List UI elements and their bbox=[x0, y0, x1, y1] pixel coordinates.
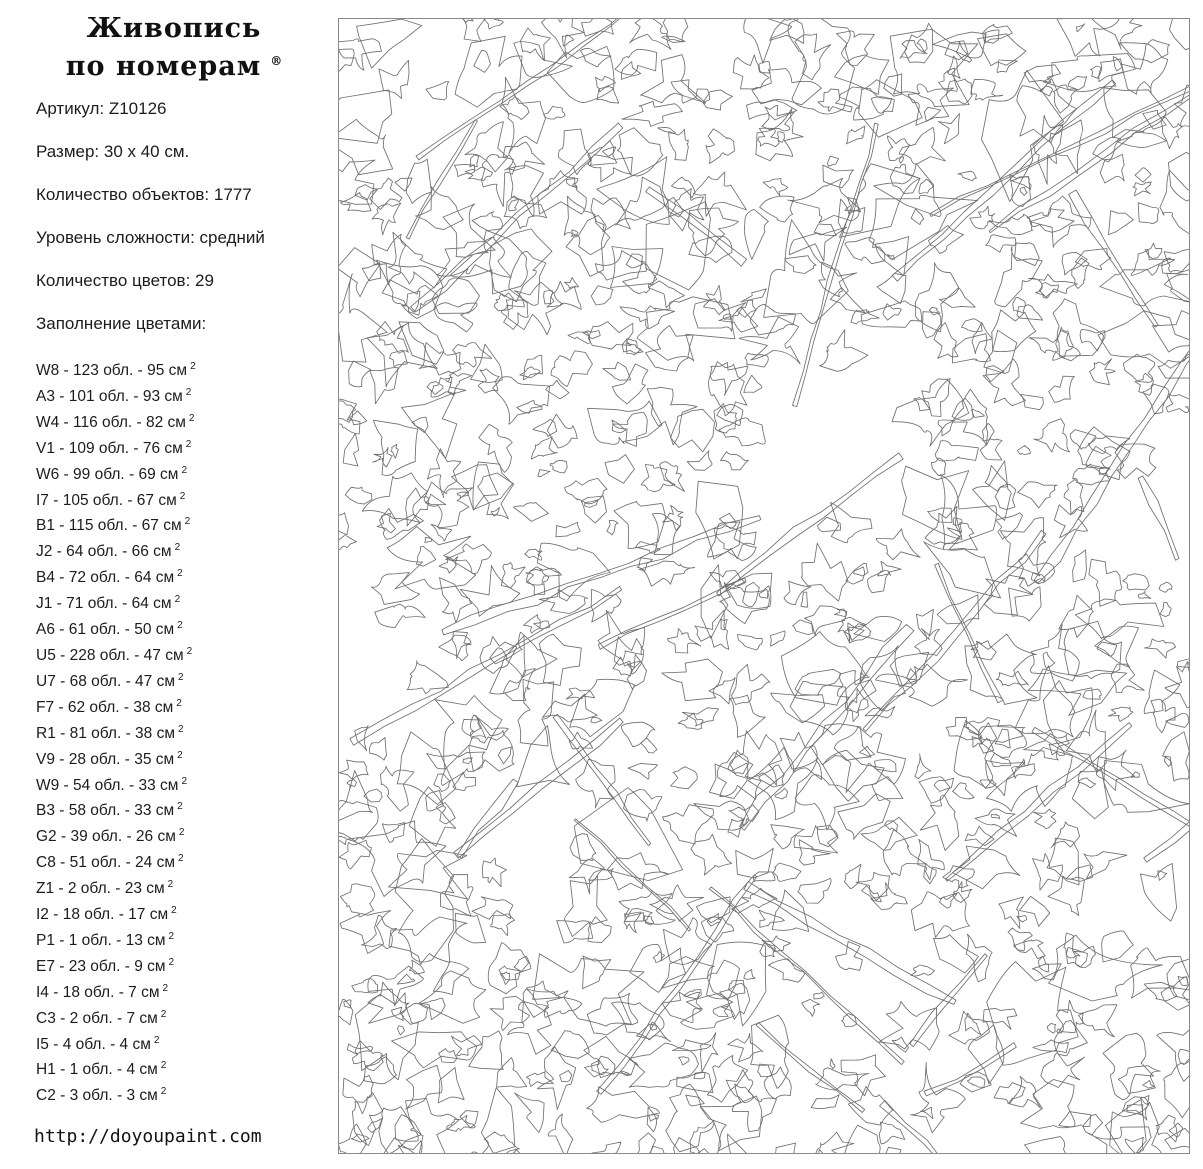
color-fill-item: P1 - 1 обл. - 13 см $^2$ bbox=[36, 930, 175, 949]
color-fill-item: C8 - 51 обл. - 24 см $^2$ bbox=[36, 853, 184, 872]
color-fill-item: J2 - 64 обл. - 66 см $^2$ bbox=[36, 542, 181, 561]
superscript-2: 2 bbox=[178, 671, 184, 683]
color-fill-item: H1 - 1 обл. - 4 см $^2$ bbox=[36, 1060, 167, 1079]
superscript-2: 2 bbox=[160, 1008, 167, 1020]
superscript-2: 2 bbox=[188, 412, 195, 424]
color-fill-item: C2 - 3 обл. - 3 см $^2$ bbox=[36, 1086, 167, 1105]
product-size: Размер: 30 x 40 см. bbox=[36, 142, 190, 161]
superscript-2: 2 bbox=[178, 853, 184, 865]
color-fill-item: B3 - 58 обл. - 33 см $^2$ bbox=[36, 801, 183, 820]
color-fill-item: V1 - 109 обл. - 76 см $^2$ bbox=[36, 438, 192, 457]
color-fill-item: W4 - 116 обл. - 82 см $^2$ bbox=[36, 412, 195, 431]
color-fill-item: A6 - 61 обл. - 50 см $^2$ bbox=[36, 620, 183, 639]
product-info bbox=[36, 100, 265, 358]
color-fill-item: Z1 - 2 обл. - 23 см $^2$ bbox=[36, 879, 174, 898]
superscript-2: 2 bbox=[184, 516, 191, 528]
superscript-2: 2 bbox=[181, 464, 188, 476]
color-fill-item: W9 - 54 обл. - 33 см $^2$ bbox=[36, 775, 188, 794]
superscript-2: 2 bbox=[177, 620, 183, 632]
superscript-2: 2 bbox=[160, 1086, 167, 1098]
superscript-2: 2 bbox=[186, 645, 193, 657]
superscript-2: 2 bbox=[168, 930, 175, 942]
color-fill-item: U7 - 68 обл. - 47 см $^2$ bbox=[36, 671, 184, 690]
website-url: http://doyoupaint.com bbox=[34, 1126, 262, 1147]
brand-title-line1: Живопись bbox=[86, 13, 262, 44]
superscript-2: 2 bbox=[167, 879, 174, 891]
superscript-2: 2 bbox=[171, 905, 177, 917]
color-fill-item: V9 - 28 обл. - 35 см $^2$ bbox=[36, 749, 183, 768]
product-colors: Количество цветов: 29 bbox=[36, 271, 214, 290]
superscript-2: 2 bbox=[177, 801, 183, 813]
color-fill-item: W6 - 99 обл. - 69 см $^2$ bbox=[36, 464, 188, 483]
superscript-2: 2 bbox=[177, 568, 183, 580]
product-objects: Количество объектов: 1777 bbox=[36, 185, 252, 204]
color-fill-item: J1 - 71 обл. - 64 см $^2$ bbox=[36, 594, 181, 613]
superscript-2: 2 bbox=[176, 697, 182, 709]
superscript-2: 2 bbox=[174, 542, 181, 554]
product-article: Артикул: Z10126 bbox=[36, 99, 167, 118]
color-fill-item: B4 - 72 обл. - 64 см $^2$ bbox=[36, 568, 183, 587]
superscript-2: 2 bbox=[160, 1060, 167, 1072]
superscript-2: 2 bbox=[178, 723, 184, 735]
color-fill-item: E7 - 23 обл. - 9 см $^2$ bbox=[36, 956, 175, 975]
registered-trademark-icon: ® bbox=[270, 54, 283, 68]
color-fill-item: I2 - 18 обл. - 17 см $^2$ bbox=[36, 905, 177, 924]
color-fill-item: I7 - 105 обл. - 67 см $^2$ bbox=[36, 490, 186, 509]
fill-heading: Заполнение цветами: bbox=[36, 314, 207, 333]
color-fill-item: R1 - 81 обл. - 38 см $^2$ bbox=[36, 723, 184, 742]
color-fill-item: B1 - 115 обл. - 67 см $^2$ bbox=[36, 516, 191, 535]
superscript-2: 2 bbox=[185, 386, 192, 398]
superscript-2: 2 bbox=[190, 361, 196, 372]
paint-by-numbers-canvas bbox=[338, 18, 1190, 1154]
superscript-2: 2 bbox=[162, 982, 169, 994]
superscript-2: 2 bbox=[179, 490, 186, 502]
color-fill-item: W8 - 123 обл. - 95 см $^2$ bbox=[36, 361, 196, 379]
brand-title-line2: по номерам bbox=[65, 51, 262, 82]
color-fill-list bbox=[36, 356, 196, 1107]
superscript-2: 2 bbox=[181, 775, 188, 787]
color-fill-item: I5 - 4 обл. - 4 см $^2$ bbox=[36, 1034, 160, 1053]
brand-logo bbox=[28, 12, 320, 83]
color-fill-item: F7 - 62 обл. - 38 см $^2$ bbox=[36, 697, 182, 716]
superscript-2: 2 bbox=[185, 438, 192, 450]
color-fill-item: G2 - 39 обл. - 26 см $^2$ bbox=[36, 827, 185, 846]
superscript-2: 2 bbox=[177, 749, 183, 761]
color-fill-item: C3 - 2 обл. - 7 см $^2$ bbox=[36, 1008, 167, 1027]
superscript-2: 2 bbox=[168, 956, 175, 968]
superscript-2: 2 bbox=[178, 827, 185, 839]
superscript-2: 2 bbox=[153, 1034, 160, 1046]
product-difficulty: Уровень сложности: средний bbox=[36, 228, 265, 247]
color-fill-item: U5 - 228 обл. - 47 см $^2$ bbox=[36, 645, 193, 664]
color-fill-item: I4 - 18 обл. - 7 см $^2$ bbox=[36, 982, 169, 1001]
color-fill-item: A3 - 101 обл. - 93 см $^2$ bbox=[36, 386, 192, 405]
superscript-2: 2 bbox=[174, 594, 181, 606]
